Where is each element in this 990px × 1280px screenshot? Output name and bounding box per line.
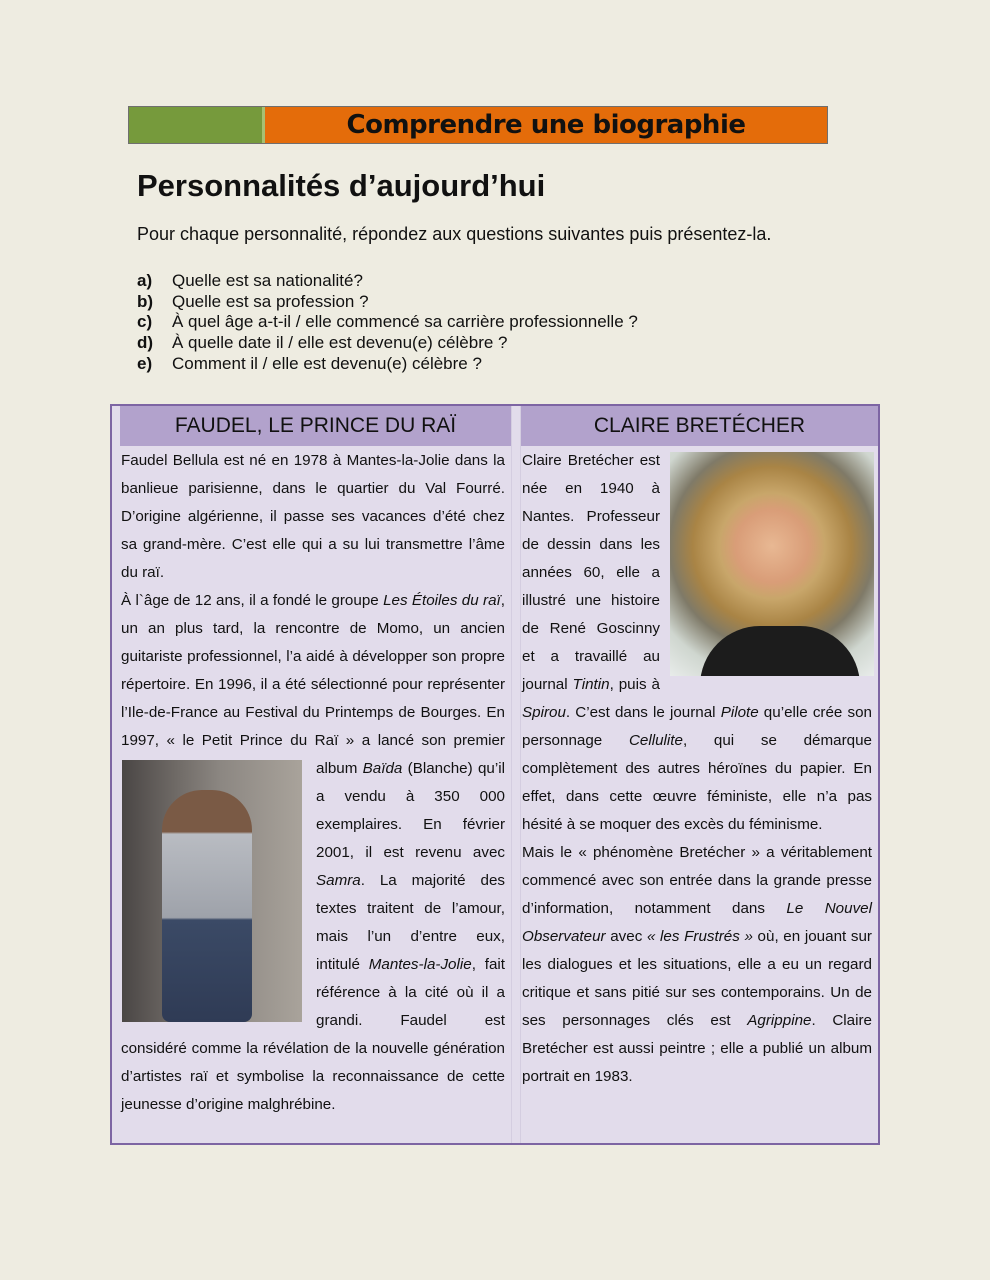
album-title: Baïda	[362, 760, 403, 777]
text-run: . La majorité des textes traitent de l’amour, mais l’un d’entre eux, intitulé	[316, 872, 505, 973]
faudel-biography	[121, 447, 505, 1119]
question-item	[137, 333, 638, 354]
text-run: Mais le « phénomène Bretécher » a véritablement commencé avec son entrée dans la grande presse d’information, notamment dans	[522, 844, 872, 917]
person-figure	[162, 790, 252, 1022]
text-run: , un an plus tard, la rencontre de Momo, un ancien guitariste professionnel, l’a aidé à développer son propre répertoire. En 1996, il a été sélectionné pour représenter l’Ile-de-France au Festival du Printemps de Bourges. En 1997, « le Petit Prince du Raï » a lancé son premier album	[121, 592, 505, 777]
question-letter: b)	[137, 291, 154, 311]
text-run: qu’elle crée son personnage	[522, 704, 872, 749]
faudel-paragraph-2	[121, 587, 505, 1119]
text-run: , fait référence à la cité où il a grandi. Faudel est considéré comme la révélation de la nouvelle génération d’artistes raï et symbolise la reconnaissance de cette jeunesse d’origine malghrébine.	[121, 956, 505, 1113]
question-text: Quelle est sa nationalité?	[172, 271, 363, 291]
group-name: Les Étoiles du raï	[383, 592, 501, 609]
column-divider	[511, 406, 521, 1143]
text-run: , puis à	[609, 676, 660, 693]
question-text: À quel âge a-t-il / elle commencé sa carrière professionnelle ?	[172, 312, 638, 332]
journal-title: Tintin	[572, 676, 610, 693]
faudel-photo	[122, 760, 302, 1022]
question-text: Comment il / elle est devenu(e) célèbre ?	[172, 353, 482, 373]
question-list	[137, 271, 638, 374]
text-run: avec	[605, 928, 647, 945]
question-item	[137, 312, 638, 333]
question-item	[137, 292, 638, 313]
question-item	[137, 353, 638, 374]
song-title: Mantes-la-Jolie	[368, 956, 472, 973]
journal-title: Pilote	[720, 704, 759, 721]
character-name: Agrippine	[747, 1012, 812, 1029]
claire-heading: CLAIRE BRETÉCHER	[521, 406, 878, 446]
claire-photo	[670, 452, 874, 676]
claire-biography	[522, 447, 872, 1091]
person-figure	[700, 626, 860, 676]
question-letter: a)	[137, 271, 153, 291]
series-title: « les Frustrés »	[646, 928, 753, 945]
question-item	[137, 271, 638, 292]
journal-title: Le Nouvel Observateur	[522, 900, 872, 945]
section-banner	[128, 106, 828, 144]
character-name: Cellulite	[628, 732, 683, 749]
album-title: Samra	[316, 872, 361, 889]
text-run: où, en jouant sur les dialogues et les situations, elle a eu un regard critique et sans pitié sur ses contemporains. Un de ses personnages clés est	[522, 928, 872, 1029]
text-run: Claire Bretécher est née en 1940 à Nantes. Professeur de dessin dans les années 60, elle a illustré une histoire de René Goscinny et a travaillé au journal	[522, 452, 660, 693]
claire-paragraph-2	[522, 839, 872, 1091]
banner-title: Comprendre une biographie	[265, 107, 827, 143]
instructions: Pour chaque personnalité, répondez aux questions suivantes puis présentez-la.	[137, 224, 772, 244]
question-letter: c)	[137, 312, 153, 332]
question-letter: e)	[137, 353, 153, 373]
question-letter: d)	[137, 333, 154, 353]
text-run: . C’est dans le journal	[565, 704, 721, 721]
text-run: , qui se démarque complètement des autres héroïnes du papier. En effet, dans cette œuvre féministe, elle n’a pas hésité à se moquer des excès du féminisme.	[522, 732, 872, 833]
question-text: À quelle date il / elle est devenu(e) célèbre ?	[172, 333, 508, 353]
question-text: Quelle est sa profession ?	[172, 291, 369, 311]
journal-title: Spirou	[522, 704, 566, 721]
banner-green-block	[129, 107, 265, 143]
faudel-paragraph-1: Faudel Bellula est né en 1978 à Mantes-la-Jolie dans la banlieue parisienne, dans le quartier du Val Fourré. D’origine algérienne, il passe ses vacances d’été chez sa grand-mère. C’est elle qui a su lui transmettre l’âme du raï.	[121, 452, 505, 581]
biography-table	[110, 404, 880, 1145]
text-run: . Claire Bretécher est aussi peintre ; elle a publié un album portrait en 1983.	[522, 1012, 872, 1085]
text-run: (Blanche) qu’il a vendu à 350 000 exemplaires. En février 2001, il est revenu avec	[316, 760, 505, 861]
text-run: À l`âge de 12 ans, il a fondé le groupe	[121, 592, 384, 609]
faudel-heading: FAUDEL, LE PRINCE DU RAÏ	[120, 406, 511, 446]
page-title: Personnalités d’aujourd’hui	[137, 168, 546, 203]
